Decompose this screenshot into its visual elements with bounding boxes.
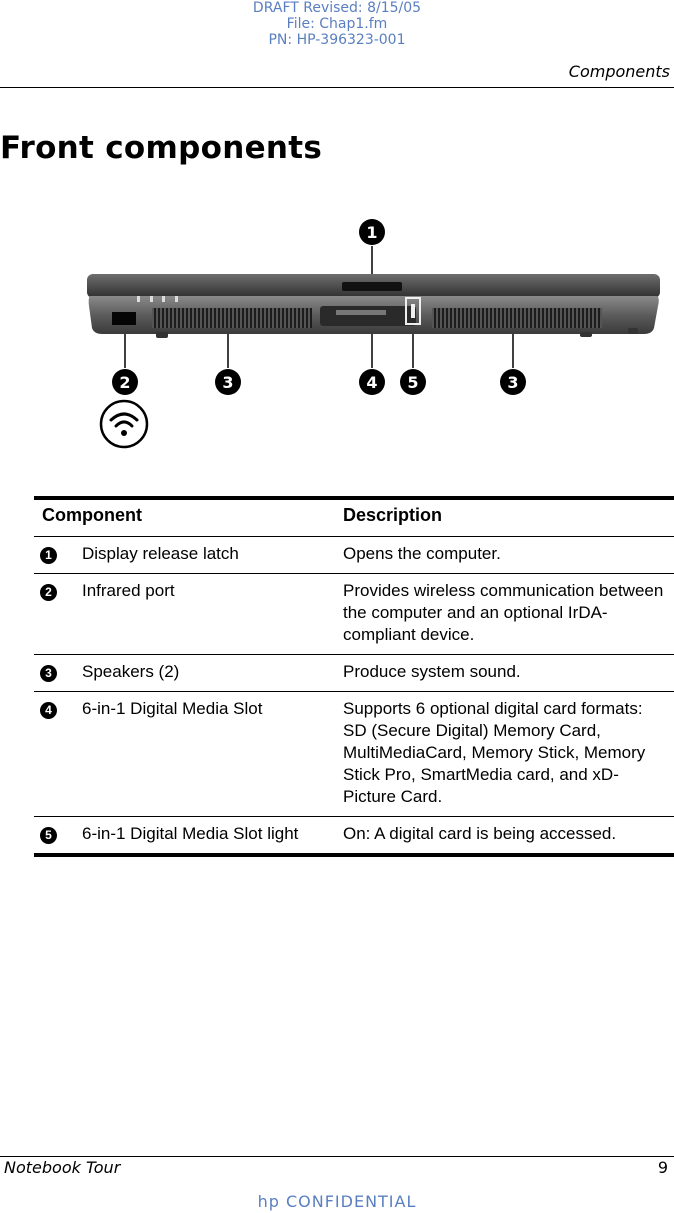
svg-text:5: 5 xyxy=(407,373,419,392)
infrared-port xyxy=(112,312,136,325)
page-number: 9 xyxy=(657,1158,668,1177)
callout-number: 4 xyxy=(40,702,57,719)
callout-3-left xyxy=(215,369,241,395)
table-row xyxy=(34,655,674,692)
svg-text:3: 3 xyxy=(507,373,519,392)
component-description: Opens the computer. xyxy=(343,544,501,563)
footer-section-title: Notebook Tour xyxy=(4,1158,121,1177)
footer-rule xyxy=(0,1156,674,1157)
svg-text:2: 2 xyxy=(119,373,131,392)
component-name: 6-in-1 Digital Media Slot light xyxy=(82,824,299,843)
callout-3-right xyxy=(500,369,526,395)
component-name: Infrared port xyxy=(82,581,175,600)
svg-text:3: 3 xyxy=(222,373,234,392)
svg-text:4: 4 xyxy=(366,373,378,392)
table-row xyxy=(34,574,674,655)
running-head: Components xyxy=(568,62,670,81)
speaker-left xyxy=(152,308,312,328)
draft-revised: DRAFT Revised: 8/15/05 xyxy=(252,0,422,16)
callout-number: 5 xyxy=(40,827,57,844)
column-header-component: Component xyxy=(42,505,142,525)
component-name: 6-in-1 Digital Media Slot xyxy=(82,699,263,718)
svg-text:1: 1 xyxy=(366,223,378,242)
digital-media-slot xyxy=(320,306,416,326)
component-description: Provides wireless communication between the computer and an optional IrDA-compliant device. xyxy=(343,581,664,644)
page-title: Front components xyxy=(0,130,323,166)
draft-part-number: PN: HP-396323-001 xyxy=(268,32,406,48)
draft-file: File: Chap1.fm xyxy=(286,16,388,32)
confidential-notice: hp CONFIDENTIAL xyxy=(257,1192,417,1211)
table-row xyxy=(34,537,674,574)
display-release-latch xyxy=(342,282,402,291)
notebook-front-illustration xyxy=(80,210,674,455)
callout-4 xyxy=(359,369,385,395)
component-description: Supports 6 optional digital card formats: SD (Secure Digital) Memory Card, MultiMediaCard, Memory Stick, Memory Stick Pro, SmartMedia card, and xD-Picture Card. xyxy=(343,699,646,806)
wireless-icon xyxy=(101,401,147,447)
callout-number: 2 xyxy=(40,584,57,601)
callout-number: 1 xyxy=(40,547,57,564)
callout-1 xyxy=(359,219,385,245)
component-name: Display release latch xyxy=(82,544,239,563)
components-table xyxy=(34,496,674,857)
callout-2 xyxy=(112,369,138,395)
header-rule xyxy=(0,87,674,88)
draft-stamp xyxy=(0,0,674,48)
component-name: Speakers (2) xyxy=(82,662,180,681)
column-header-description: Description xyxy=(343,505,443,525)
table-row xyxy=(34,692,674,817)
table-header-row xyxy=(34,498,674,537)
callout-5 xyxy=(400,369,426,395)
callout-number: 3 xyxy=(40,665,57,682)
component-description: On: A digital card is being accessed. xyxy=(343,824,617,843)
speaker-right xyxy=(432,308,602,328)
table-row xyxy=(34,817,674,856)
component-description: Produce system sound. xyxy=(343,662,521,681)
